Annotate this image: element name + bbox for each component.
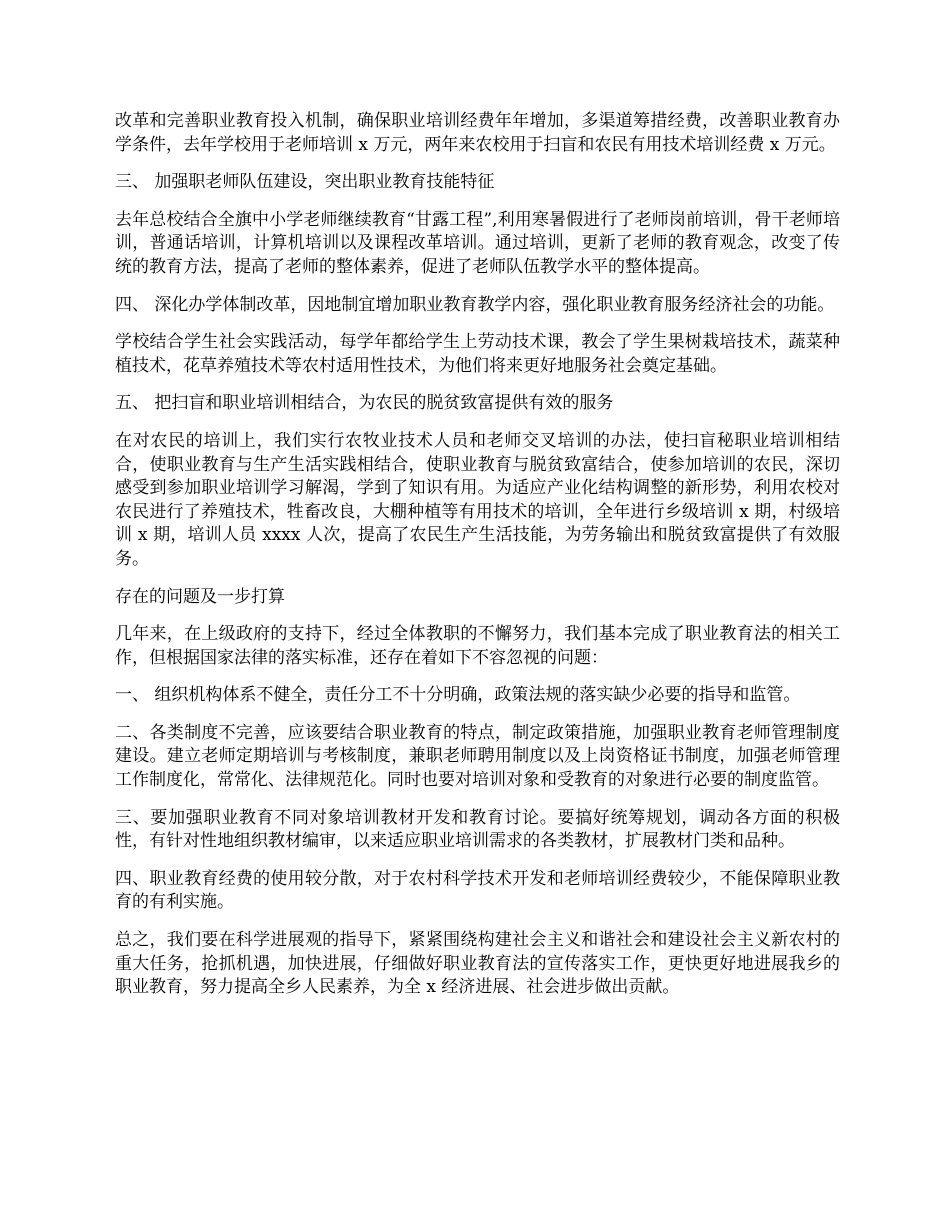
paragraph-problem-1: 一、 组织机构体系不健全，责任分工不十分明确，政策法规的落实缺少必要的指导和监管。: [115, 685, 801, 706]
section-heading-5: 五、 把扫盲和职业培训相结合，为农民的脱贫致富提供有效的服务: [115, 393, 614, 414]
section-heading-4: 四、 深化办学体制改革，因地制宜增加职业教育教学内容，强化职业教育服务经济社会的功能。: [115, 294, 835, 315]
paragraph-conclusion: 总之，我们要在科学进展观的指导下，紧紧围绕构建社会主义和谐社会和建设社会主义新农村的重大任务，抢抓机遇，加快进展，仔细做好职业教育法的宣传落实工作，更快更好地进展我乡的职业教育，努力提高全乡人民素养，为全 x 经济进展、社会进步做出贡献。: [115, 930, 840, 998]
paragraph-problem-4: 四、职业教育经费的使用较分散，对于农村科学技术开发和老师培训经费较少，不能保障职业教育的有利实施。: [115, 868, 840, 913]
paragraph-problems-intro: 几年来，在上级政府的支持下，经过全体教职的不懈努力，我们基本完成了职业教育法的相关工作，但根据国家法律的落实标准，还存在着如下不容忽视的问题：: [115, 624, 840, 668]
paragraph-problem-2: 二、各类制度不完善，应该要结合职业教育的特点，制定政策措施，加强职业教育老师管理制度建设。建立老师定期培训与考核制度，兼职老师聘用制度以及上岗资格证书制度，加强老师管理工作制度化，常常化、法律规范化。同时也要对培训对象和受教育的对象进行必要的制度监管。: [115, 722, 840, 791]
document-page: [115, 110, 840, 1014]
paragraph-problem-3: 三、要加强职业教育不同对象培训教材开发和教育讨论。要搞好统筹规划，调动各方面的积极性，有针对性地组织教材编审，以来适应职业培训需求的各类教材，扩展教材门类和品种。: [115, 807, 840, 852]
paragraph-funding-mechanism: 改革和完善职业教育投入机制，确保职业培训经费年年增加，多渠道筹措经费，改善职业教育办学条件，去年学校用于老师培训 x 万元，两年来农校用于扫盲和农民有用技术培训经费 x 万元。: [115, 111, 840, 155]
paragraph-farmer-training: 在对农民的培训上，我们实行农牧业技术人员和老师交叉培训的办法，使扫盲秘职业培训相结合，使职业教育与生产生活实践相结合，使职业教育与脱贫致富结合，使参加培训的农民，深切感受到参加职业培训学习解渴，学到了知识有用。为适应产业化结构调整的新形势，利用农校对农民进行了养殖技术，牲畜改良，大棚种植等有用技术的培训，全年进行乡级培训 x 期，村级培训 x 期，培训人员 xxxx 人次，提高了农民生产生活技能，为劳务输出和脱贫致富提供了有效服务。: [115, 430, 840, 569]
paragraph-teacher-training: 去年总校结合全旗中小学老师继续教育“甘露工程”,利用寒暑假进行了老师岗前培训，骨干老师培训，普通话培训，计算机培训以及课程改革培训。通过培训，更新了老师的教育观念，改变了传统的教育方法，提高了老师的整体素养，促进了老师队伍教学水平的整体提高。: [115, 209, 840, 277]
section-heading-3: 三、 加强职老师队伍建设，突出职业教育技能特征: [115, 172, 495, 193]
paragraph-student-practice: 学校结合学生社会实践活动，每学年都给学生上劳动技术课，教会了学生果树栽培技术，蔬菜种植技术，花草养殖技术等农村适用性技术，为他们将来更好地服务社会奠定基础。: [115, 332, 840, 376]
section-heading-problems: 存在的问题及一步打算: [115, 586, 285, 607]
